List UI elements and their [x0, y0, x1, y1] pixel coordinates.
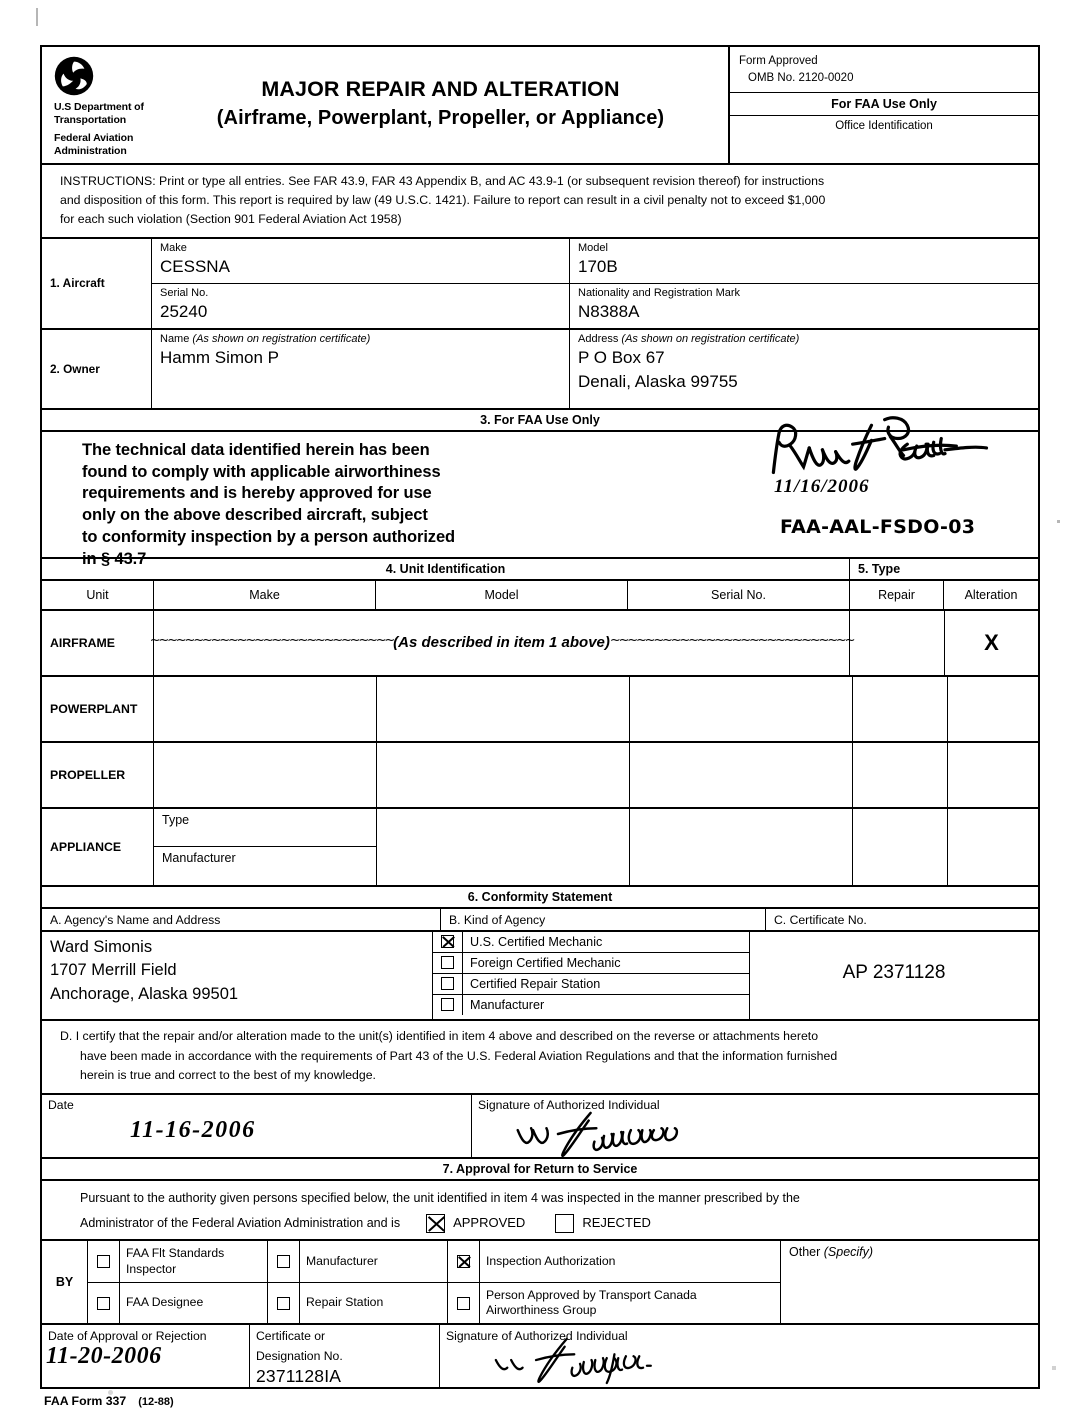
aircraft-make-caption: Make: [160, 241, 187, 254]
owner-name-cell[interactable]: [152, 330, 570, 408]
unit-label-airframe: AIRFRAME: [42, 611, 154, 675]
certificate-no-value[interactable]: AP 2371128: [842, 962, 946, 984]
owner-address-line2: Denali, Alaska 99755: [578, 372, 738, 392]
instructions-line-1: INSTRUCTIONS: Print or type all entries. See FAR 43.9, FAR 43 Appendix B, and AC 43.9-1 (or subsequent revision thereof) for instructions: [60, 173, 825, 188]
certification-signature-cell[interactable]: [472, 1095, 1038, 1157]
aircraft-section: [42, 239, 1038, 330]
dot-triskelion-icon: [54, 56, 94, 96]
certificate-no-caption: C. Certificate No.: [774, 912, 867, 927]
faa-approval-stamp-text: [42, 432, 742, 568]
office-identification-field[interactable]: [730, 136, 1038, 158]
checkbox-empty-icon[interactable]: [441, 998, 454, 1011]
checkbox-empty-icon[interactable]: [457, 1297, 470, 1310]
by-checkbox-cell-faa-designee[interactable]: [88, 1283, 120, 1323]
faa-form-337: [40, 45, 1040, 1389]
agency-identity-block: [42, 47, 157, 163]
by-label-manufacturer: Manufacturer: [300, 1241, 448, 1282]
table-row-powerplant: [42, 677, 1038, 743]
for-faa-use-only-label: For FAA Use Only: [730, 93, 1038, 116]
approved-checkbox[interactable]: [426, 1214, 445, 1233]
date-signature-row: [42, 1095, 1038, 1159]
column-header-serial: Serial No.: [628, 581, 850, 609]
form-name: FAA Form 337: [44, 1394, 127, 1409]
certification-date-cell[interactable]: [42, 1095, 472, 1157]
stamp-line-4: to conformity inspection by a person authorized: [82, 527, 456, 546]
kind-row-certified-repair-station[interactable]: [433, 974, 749, 995]
conformity-header-row: [42, 909, 1038, 932]
form-title-line2: (Airframe, Powerplant, Propeller, or Appliance): [216, 107, 665, 130]
agency-line-2: Federal Aviation: [54, 131, 134, 144]
checkbox-empty-icon[interactable]: [97, 1255, 110, 1268]
kind-row-foreign-certified-mechanic[interactable]: [433, 953, 749, 974]
checkbox-cell[interactable]: [433, 932, 463, 952]
agency-line-0: U.S Department of: [54, 101, 144, 113]
owner-address-line1: P O Box 67: [578, 348, 665, 368]
certification-statement: [42, 1021, 1038, 1095]
certification-line-3: herein is true and correct to the best of my knowledge.: [80, 1068, 376, 1083]
squiggle-right: ~~~~~~~~~~~~~~~~~~~~~~~~~~~~: [609, 633, 854, 649]
instructions-block: [42, 165, 1038, 239]
kind-of-agency-caption: B. Kind of Agency: [441, 909, 766, 930]
final-approval-row: [42, 1325, 1038, 1387]
form-title-block: [157, 47, 730, 163]
certification-date-caption: Date: [48, 1097, 74, 1112]
appliance-model-cell[interactable]: [377, 809, 630, 885]
by-checkbox-cell-faa-flt-standards-inspector[interactable]: [88, 1241, 120, 1282]
aircraft-model-caption: Model: [578, 241, 608, 254]
certification-line-2: have been made in accordance with the requirements of Part 43 of the U.S. Federal Aviation Regulations and that the information furnished: [80, 1048, 838, 1063]
aircraft-nationality-caption: Nationality and Registration Mark: [578, 286, 741, 299]
conformity-section-title: 6. Conformity Statement: [42, 887, 1038, 909]
by-checkbox-cell-transport-canada[interactable]: [448, 1283, 480, 1323]
column-header-unit: Unit: [42, 581, 154, 609]
form-title-line1: MAJOR REPAIR AND ALTERATION: [261, 77, 620, 102]
kind-row-us-certified-mechanic[interactable]: [433, 932, 749, 953]
by-label-faa-flt-standards-inspector: FAA Flt Standards Inspector: [120, 1241, 268, 1282]
final-date-caption: Date of Approval or Rejection: [48, 1329, 207, 1344]
by-label-inspection-authorization: Inspection Authorization: [486, 1253, 616, 1268]
omb-number: OMB No. 2120-0020: [748, 71, 854, 84]
by-label: BY: [42, 1241, 88, 1323]
certification-signature-caption: Signature of Authorized Individual: [478, 1097, 660, 1112]
conformity-body-row: [42, 932, 1038, 1021]
final-signature-cell[interactable]: [440, 1325, 1038, 1387]
certification-line-1: D. I certify that the repair and/or alteration made to the unit(s) identified in item 4 above and described on the reverse or attachments hereto: [60, 1028, 819, 1043]
by-checkbox-cell-manufacturer[interactable]: [268, 1241, 300, 1282]
agency-name: [54, 101, 151, 159]
final-date-value: 11-20-2006: [46, 1343, 162, 1370]
powerplant-model-cell[interactable]: [377, 677, 630, 741]
faa-use-section-title: 3. For FAA Use Only: [42, 410, 1038, 432]
designation-caption-line2: Designation No.: [256, 1348, 343, 1363]
by-options-row-bottom: [88, 1283, 780, 1323]
agency-line-3: Administration: [54, 145, 127, 158]
propeller-alteration-cell[interactable]: [948, 743, 1038, 807]
checkbox-empty-icon[interactable]: [97, 1297, 110, 1310]
stamp-line-0: The technical data identified herein has been: [82, 440, 430, 459]
appliance-make-column: [154, 809, 377, 885]
by-checkbox-cell-repair-station[interactable]: [268, 1283, 300, 1323]
column-header-make: Make: [154, 581, 376, 609]
checkbox-empty-icon[interactable]: [441, 977, 454, 990]
handwritten-signature-icon: [764, 414, 994, 480]
aircraft-section-label: 1. Aircraft: [42, 239, 152, 328]
by-label-repair-station: Repair Station: [300, 1283, 448, 1323]
approval-line-2: Administrator of the Federal Aviation Administration and is: [80, 1215, 401, 1230]
checkbox-cell[interactable]: [433, 974, 463, 994]
aircraft-nationality-value: N8388A: [578, 302, 640, 322]
propeller-serial-cell[interactable]: [630, 743, 853, 807]
rejected-label: REJECTED: [582, 1215, 651, 1231]
aircraft-model-cell[interactable]: [570, 239, 1038, 283]
appliance-alteration-cell[interactable]: [948, 809, 1038, 885]
omb-approval: [730, 47, 1038, 93]
approval-line-1: Pursuant to the authority given persons specified below, the unit identified in item 4 was inspected in the manner prescribed by the: [80, 1190, 800, 1205]
scan-artifact: [36, 8, 38, 26]
kind-of-agency-list: [433, 932, 750, 1019]
propeller-repair-cell[interactable]: [853, 743, 948, 807]
agency-address-cell[interactable]: [42, 932, 433, 1019]
owner-address-caption: Address (As shown on registration certificate): [578, 332, 800, 345]
kind-label-1: Foreign Certified Mechanic: [470, 955, 621, 970]
aircraft-make-value: CESSNA: [160, 257, 230, 277]
squiggle-left: ~~~~~~~~~~~~~~~~~~~~~~~~~~~~: [149, 633, 394, 649]
fsdo-stamp: FAA-AAL-FSDO-03: [780, 515, 976, 538]
stamp-line-2: requirements and is hereby approved for use: [82, 484, 432, 503]
other-specify-caption: Other (Specify): [789, 1245, 874, 1260]
form-revision: (12-88): [138, 1396, 174, 1409]
powerplant-alteration-cell[interactable]: [948, 677, 1038, 741]
aircraft-serial-value: 25240: [160, 302, 208, 322]
stamp-line-3: only on the above described aircraft, subject: [82, 506, 428, 525]
aircraft-nationality-cell[interactable]: [570, 284, 1038, 328]
agency-line-1: Ward Simonis: [50, 937, 153, 956]
appliance-repair-cell[interactable]: [853, 809, 948, 885]
other-specify-cell[interactable]: [780, 1241, 1038, 1323]
certification-date-value: 11-16-2006: [130, 1116, 256, 1143]
table-row-propeller: [42, 743, 1038, 809]
final-signature-caption: Signature of Authorized Individual: [446, 1329, 628, 1344]
checkbox-checked-icon[interactable]: [457, 1255, 470, 1268]
unit-id-column-headers: [42, 581, 1038, 611]
by-options-columns: [88, 1241, 780, 1323]
designation-no-value: 2371128IA: [256, 1365, 342, 1386]
form-footer: [40, 1394, 1040, 1408]
unit-label-powerplant: POWERPLANT: [42, 677, 154, 741]
agency-line-3: Anchorage, Alaska 99501: [50, 984, 239, 1003]
form-approved-label: Form Approved: [739, 55, 818, 67]
approval-statement: [42, 1181, 1038, 1240]
approved-label: APPROVED: [453, 1215, 526, 1231]
kind-label-2: Certified Repair Station: [470, 976, 601, 991]
table-row-appliance: [42, 809, 1038, 887]
unit-id-section-title: 4. Unit Identification: [42, 559, 850, 579]
owner-section: [42, 330, 1038, 410]
aircraft-serial-caption: Serial No.: [160, 286, 209, 299]
by-checkbox-cell-inspection-authorization[interactable]: [448, 1241, 480, 1282]
powerplant-make-cell[interactable]: [154, 677, 377, 741]
agency-line-2: 1707 Merrill Field: [50, 961, 177, 980]
scan-artifact: [1057, 520, 1060, 523]
agency-name-caption: A. Agency's Name and Address: [42, 909, 441, 930]
handwritten-signature-icon: [512, 1109, 742, 1159]
checkbox-checked-icon[interactable]: [441, 935, 454, 948]
table-row-airframe: [42, 611, 1038, 677]
column-header-model: Model: [376, 581, 628, 609]
approval-section-title: 7. Approval for Return to Service: [42, 1159, 1038, 1181]
faa-signature-area[interactable]: [742, 432, 1038, 557]
airframe-repair-cell[interactable]: [850, 611, 945, 675]
form-page: [40, 45, 1040, 1409]
appliance-type-label[interactable]: Type: [154, 809, 376, 847]
aircraft-make-cell[interactable]: [152, 239, 570, 283]
checkbox-empty-icon[interactable]: [441, 956, 454, 969]
checkbox-empty-icon[interactable]: [277, 1255, 290, 1268]
appliance-serial-cell[interactable]: [630, 809, 853, 885]
propeller-model-cell[interactable]: [377, 743, 630, 807]
unit-label-propeller: PROPELLER: [42, 743, 154, 807]
stamp-line-1: found to comply with applicable airworthiness: [82, 462, 441, 481]
approval-decision-row: [80, 1213, 1038, 1233]
handwritten-signature-icon: [492, 1337, 712, 1385]
propeller-make-cell[interactable]: [154, 743, 377, 807]
stamp-line-5: in § 43.7: [82, 549, 147, 568]
type-section-title: 5. Type: [858, 561, 901, 576]
checkbox-cell[interactable]: [433, 995, 463, 1015]
instructions-line-3: for each such violation (Section 901 Federal Aviation Act 1958): [60, 211, 402, 226]
checkbox-cell[interactable]: [433, 953, 463, 973]
owner-name-value: Hamm Simon P: [160, 348, 280, 368]
powerplant-repair-cell[interactable]: [853, 677, 948, 741]
owner-section-label: 2. Owner: [42, 330, 152, 408]
designation-caption-line1: Certificate or: [256, 1329, 326, 1344]
checkbox-empty-icon[interactable]: [277, 1297, 290, 1310]
omb-block: [730, 47, 1038, 163]
kind-label-3: Manufacturer: [470, 997, 545, 1012]
powerplant-serial-cell[interactable]: [630, 677, 853, 741]
by-authority-grid: [42, 1241, 1038, 1325]
unit-label-appliance: APPLIANCE: [42, 809, 154, 885]
by-label-transport-canada: Person Approved by Transport Canada Airworthiness Group: [486, 1287, 697, 1318]
kind-row-manufacturer[interactable]: [433, 995, 749, 1015]
faa-use-section: [42, 432, 1038, 568]
scan-artifact: [1052, 1366, 1056, 1370]
aircraft-serial-cell[interactable]: [152, 284, 570, 328]
agency-line-1: Transportation: [54, 114, 127, 127]
column-header-repair: Repair: [850, 581, 944, 609]
aircraft-model-value: 170B: [578, 257, 618, 277]
appliance-manufacturer-label[interactable]: Manufacturer: [162, 850, 236, 865]
rejected-checkbox[interactable]: [555, 1214, 574, 1233]
designation-no-cell[interactable]: [250, 1325, 440, 1387]
by-label-faa-designee: FAA Designee: [120, 1283, 268, 1323]
instructions-line-2: and disposition of this form. This report is required by law (49 U.S.C. 1421). Failure to report can result in a civil penalty not to exceed $1,000: [60, 192, 826, 207]
column-header-alteration: Alteration: [964, 587, 1018, 602]
faa-signature-date: 11/16/2006: [774, 475, 870, 497]
final-date-cell[interactable]: [42, 1325, 250, 1387]
form-header: [42, 47, 1038, 165]
kind-label-0: U.S. Certified Mechanic: [470, 934, 603, 949]
approval-statement-block: [42, 1181, 1038, 1242]
office-identification-label: Office Identification: [835, 120, 933, 133]
owner-name-caption: Name (As shown on registration certificate): [160, 332, 371, 345]
by-options-row-top: [88, 1241, 780, 1283]
owner-address-cell[interactable]: [570, 330, 1038, 408]
airframe-as-described-note: ~~~~~~~~~~~~~~~~~~~~~~~~~~~~ (As described in item 1 above) ~~~~~~~~~~~~~~~~~~~~~~~~~~~~: [154, 611, 850, 675]
airframe-alteration-cell[interactable]: X: [984, 629, 999, 655]
